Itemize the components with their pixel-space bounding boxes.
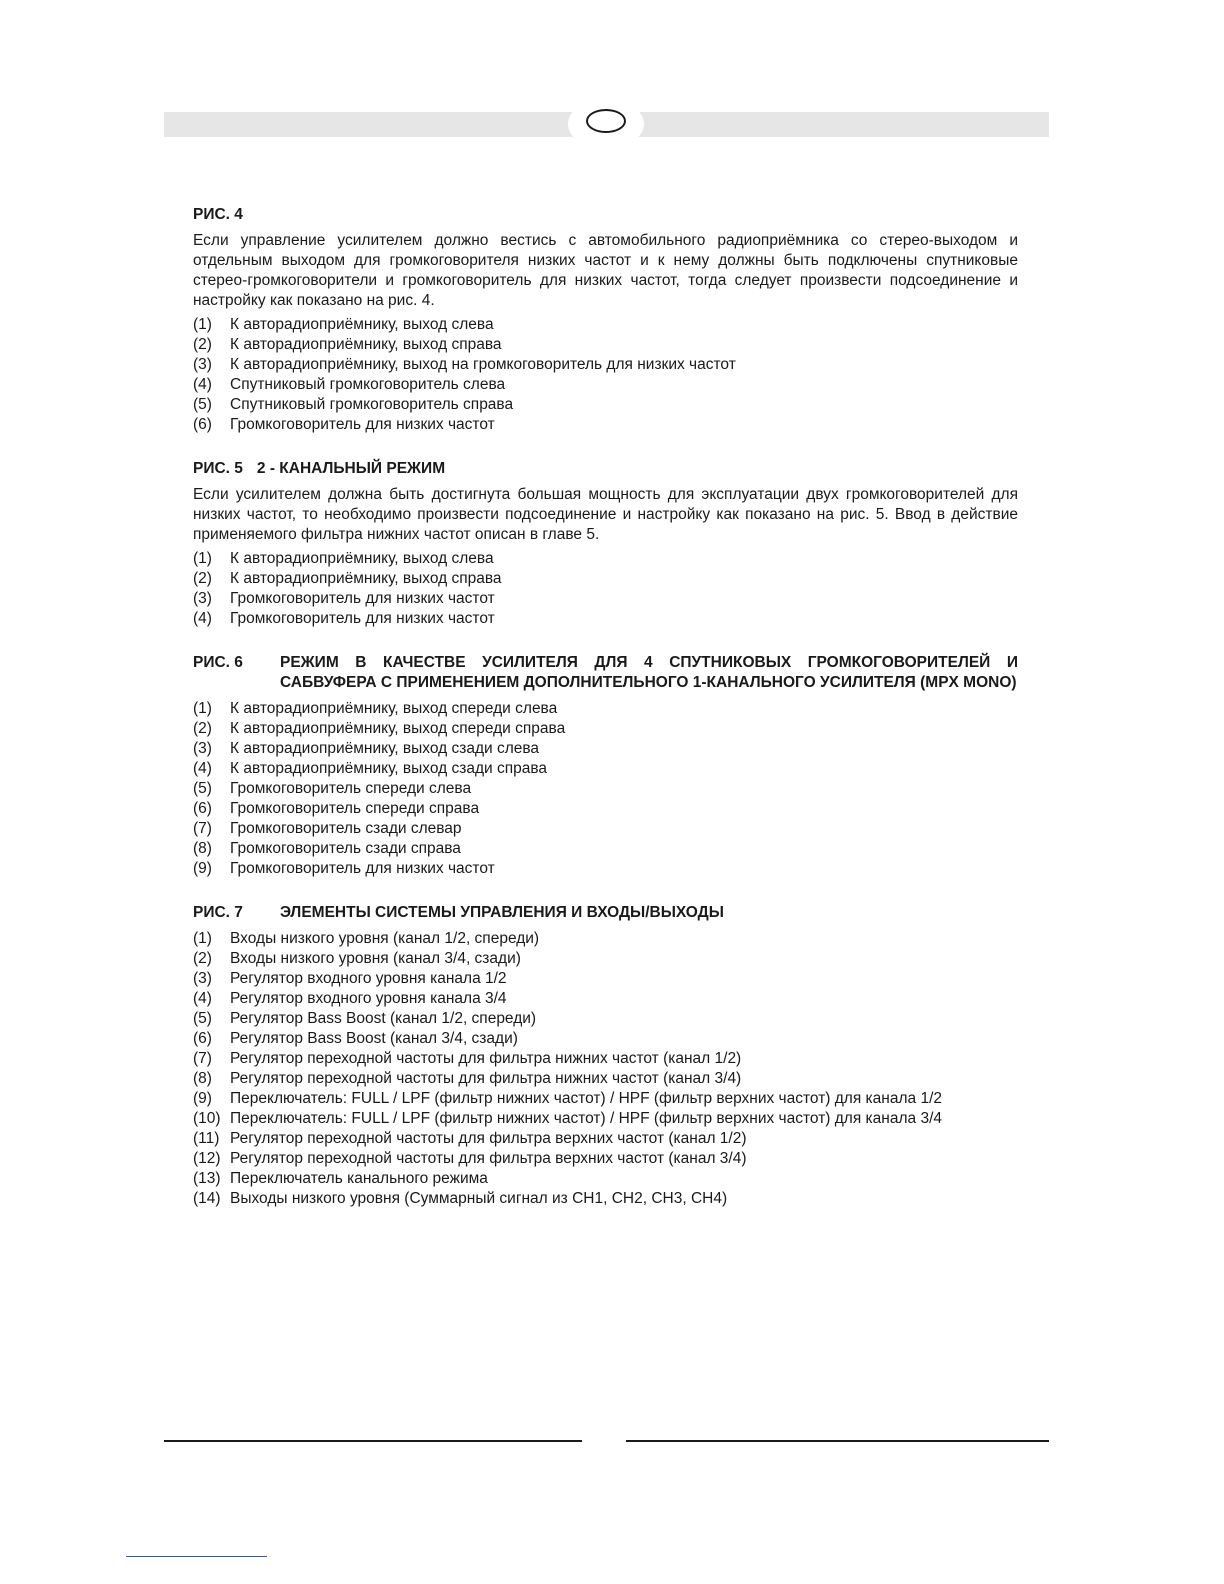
item-number: (13) (193, 1170, 221, 1187)
list-item (193, 415, 1018, 435)
item-text: Громкоговоритель для низких частот (230, 590, 495, 607)
item-number: (14) (193, 1190, 221, 1207)
page-content (193, 205, 1018, 1233)
list-item (193, 859, 1018, 879)
item-number: (6) (193, 1030, 212, 1047)
item-text: Громкоговоритель сзади справа (230, 840, 461, 857)
item-text: К авторадиоприёмнику, выход слева (230, 316, 494, 333)
item-number: (5) (193, 780, 212, 797)
item-text: Громкоговоритель для низких частот (230, 610, 495, 627)
section-fig5 (193, 459, 1018, 629)
item-number: (2) (193, 336, 212, 353)
item-text: К авторадиоприёмнику, выход спереди справа (230, 720, 566, 737)
item-number: (3) (193, 740, 212, 757)
item-text: Регулятор входного уровня канала 3/4 (230, 990, 507, 1007)
section-fig6 (193, 653, 1018, 879)
list-item (193, 949, 1018, 969)
item-text: Регулятор переходной частоты для фильтра нижних частот (канал 3/4) (230, 1070, 742, 1087)
item-number: (4) (193, 376, 212, 393)
item-text: К авторадиоприёмнику, выход сзади слева (230, 740, 540, 757)
item-text: Регулятор переходной частоты для фильтра верхних частот (канал 3/4) (230, 1150, 747, 1167)
item-text: Регулятор переходной частоты для фильтра нижних частот (канал 1/2) (230, 1050, 742, 1067)
item-text: Громкоговоритель сзади слевар (230, 820, 462, 837)
item-list (193, 315, 1018, 435)
list-item (193, 1009, 1018, 1029)
section-fig4 (193, 205, 1018, 435)
item-number: (10) (193, 1110, 221, 1127)
section-heading (193, 903, 1018, 923)
item-number: (1) (193, 316, 212, 333)
item-number: (9) (193, 1090, 212, 1107)
list-item (193, 819, 1018, 839)
item-number: (4) (193, 990, 212, 1007)
item-number: (8) (193, 1070, 212, 1087)
item-text: К авторадиоприёмнику, выход сзади справа (230, 760, 548, 777)
item-text: Громкоговоритель для низких частот (230, 860, 495, 877)
section-fig7 (193, 903, 1018, 1209)
item-number: (1) (193, 550, 212, 567)
section-title: РЕЖИМ В КАЧЕСТВЕ УСИЛИТЕЛЯ ДЛЯ 4 СПУТНИКОВЫХ ГРОМКОГОВОРИТЕЛЕЙ И САБВУФЕРА С ПРИМЕНЕНИЕМ ДОПОЛНИТЕЛЬНОГО 1-КАНАЛЬНОГО УСИЛИТЕЛЯ (MPX MONO) (280, 654, 1018, 691)
item-number: (8) (193, 840, 212, 857)
item-list (193, 929, 1018, 1209)
list-item (193, 335, 1018, 355)
footer-rule-left (164, 1440, 582, 1442)
list-item (193, 759, 1018, 779)
item-number: (5) (193, 396, 212, 413)
list-item (193, 1169, 1018, 1189)
item-number: (4) (193, 610, 212, 627)
item-number: (4) (193, 760, 212, 777)
item-text: Переключатель: FULL / LPF (фильтр нижних частот) / HPF (фильтр верхних частот) для канала 1/2 (230, 1090, 942, 1107)
section-heading (193, 653, 1018, 693)
figure-label: РИС. 7 (193, 904, 243, 921)
list-item (193, 1149, 1018, 1169)
item-text: Переключатель: FULL / LPF (фильтр нижних частот) / HPF (фильтр верхних частот) для канала 3/4 (230, 1110, 942, 1127)
item-text: К авторадиоприёмнику, выход слева (230, 550, 494, 567)
footer-rule-right (626, 1440, 1049, 1442)
item-text: Регулятор переходной частоты для фильтра верхних частот (канал 1/2) (230, 1130, 747, 1147)
item-number: (6) (193, 800, 212, 817)
list-item (193, 375, 1018, 395)
item-text: Регулятор Bass Boost (канал 1/2, спереди) (230, 1010, 537, 1027)
item-text: Выходы низкого уровня (Суммарный сигнал из CH1, CH2, CH3, CH4) (230, 1190, 728, 1207)
list-item (193, 929, 1018, 949)
list-item (193, 1189, 1018, 1209)
section-heading (193, 459, 1018, 479)
item-text: Громкоговоритель спереди слева (230, 780, 472, 797)
item-number: (7) (193, 1050, 212, 1067)
list-item (193, 699, 1018, 719)
item-number: (3) (193, 590, 212, 607)
list-item (193, 395, 1018, 415)
list-item (193, 989, 1018, 1009)
item-number: (12) (193, 1150, 221, 1167)
item-text: Спутниковый громкоговоритель справа (230, 396, 514, 413)
item-number: (9) (193, 860, 212, 877)
item-text: К авторадиоприёмнику, выход на громкоговоритель для низких частот (230, 356, 736, 373)
item-number: (2) (193, 720, 212, 737)
item-text: Громкоговоритель спереди справа (230, 800, 480, 817)
list-item (193, 739, 1018, 759)
item-list (193, 549, 1018, 629)
item-number: (6) (193, 416, 212, 433)
language-oval-icon (586, 109, 626, 133)
list-item (193, 1049, 1018, 1069)
item-text: Громкоговоритель для низких частот (230, 416, 495, 433)
item-text: К авторадиоприёмнику, выход спереди слева (230, 700, 558, 717)
list-item (193, 1089, 1018, 1109)
item-number: (2) (193, 950, 212, 967)
figure-label: РИС. 5 (193, 460, 243, 477)
list-item (193, 969, 1018, 989)
list-item (193, 569, 1018, 589)
figure-label: РИС. 4 (193, 206, 243, 223)
list-item (193, 1109, 1018, 1129)
section-paragraph: Если усилителем должна быть достигнута большая мощность для эксплуатации двух громкоговорителей для низких частот, то необходимо произвести подсоединение и настройку как показано на рис. 5. Ввод в действие применяемого фильтра нижних частот описан в главе 5. (193, 486, 1018, 543)
list-item (193, 779, 1018, 799)
list-item (193, 1069, 1018, 1089)
figure-label: РИС. 6 (193, 654, 243, 671)
section-title: 2 - КАНАЛЬНЫЙ РЕЖИМ (256, 460, 446, 477)
list-item (193, 839, 1018, 859)
list-item (193, 1129, 1018, 1149)
list-item (193, 799, 1018, 819)
list-item (193, 1029, 1018, 1049)
section-paragraph: Если управление усилителем должно вестись с автомобильного радиоприёмника со стерео-выходом и отдельным выходом для громкоговорителя низких частот и к нему должны быть подключены спутниковые стерео-громкоговорители и громкоговоритель для низких частот, тогда следует произвести подсоединение и настройку как показано на рис. 4. (193, 232, 1018, 309)
item-text: Входы низкого уровня (канал 3/4, сзади) (230, 950, 521, 967)
item-text: Регулятор входного уровня канала 1/2 (230, 970, 507, 987)
item-number: (11) (193, 1130, 220, 1147)
item-number: (3) (193, 970, 212, 987)
item-number: (5) (193, 1010, 212, 1027)
list-item (193, 355, 1018, 375)
item-number: (2) (193, 570, 212, 587)
item-number: (1) (193, 930, 212, 947)
item-number: (3) (193, 356, 212, 373)
item-text: Спутниковый громкоговоритель слева (230, 376, 506, 393)
item-text: Переключатель канального режима (230, 1170, 488, 1187)
item-text: К авторадиоприёмнику, выход справа (230, 570, 502, 587)
item-text: Входы низкого уровня (канал 1/2, спереди) (230, 930, 540, 947)
list-item (193, 589, 1018, 609)
section-title: ЭЛЕМЕНТЫ СИСТЕМЫ УПРАВЛЕНИЯ И ВХОДЫ/ВЫХОДЫ (280, 904, 724, 921)
list-item (193, 609, 1018, 629)
list-item (193, 549, 1018, 569)
item-text: К авторадиоприёмнику, выход справа (230, 336, 502, 353)
list-item (193, 315, 1018, 335)
item-number: (7) (193, 820, 212, 837)
section-heading (193, 205, 1018, 225)
item-number: (1) (193, 700, 212, 717)
bottom-link-underline (126, 1556, 267, 1557)
item-text: Регулятор Bass Boost (канал 3/4, сзади) (230, 1030, 518, 1047)
list-item (193, 719, 1018, 739)
item-list (193, 699, 1018, 879)
